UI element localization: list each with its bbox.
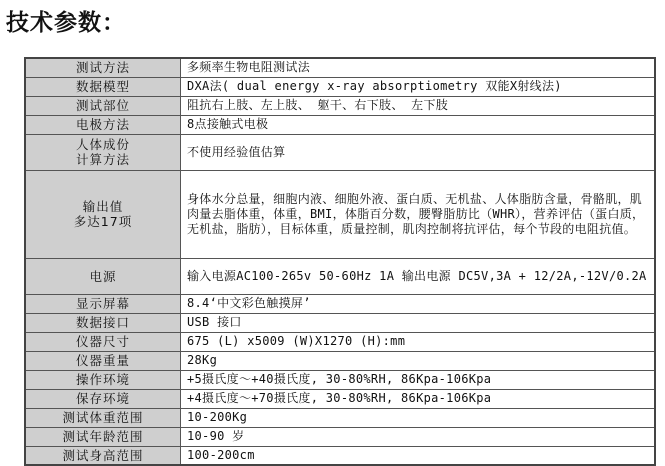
row-value: 8.4‘中文彩色触摸屏’ [181, 294, 656, 313]
row-value: 阻抗右上肢、左上肢、 躯干、右下肢、 左下肢 [181, 96, 656, 115]
table-row [25, 370, 655, 389]
table-row [25, 313, 655, 332]
row-label-line: 计算方法 [75, 152, 130, 167]
row-label-line: 人体成份 [75, 137, 130, 152]
row-value: 100-200cm [181, 446, 656, 465]
table-row [25, 408, 655, 427]
table-row [25, 134, 655, 170]
row-value: 8点接触式电极 [181, 115, 656, 134]
row-label: 仪器尺寸 [25, 332, 181, 351]
table-row [25, 258, 655, 294]
row-label-line: 多达17项 [73, 214, 133, 229]
table-row [25, 170, 655, 258]
table-row [25, 351, 655, 370]
row-label [25, 170, 181, 258]
row-label: 操作环境 [25, 370, 181, 389]
row-label: 数据接口 [25, 313, 181, 332]
table-row [25, 427, 655, 446]
page-title: 技术参数： [6, 10, 126, 36]
row-value: 身体水分总量，细胞内液、细胞外液、蛋白质、无机盐、人体脂肪含量，骨骼肌，肌肉量去脂体重，体重，BMI，体脂百分数，腰臀脂肪比（WHR），营养评估（蛋白质，无机盐，脂肪），目标体重，质量控制，肌肉控制将抗评估，每个节段的电阻抗值。 [181, 170, 656, 258]
row-label [25, 134, 181, 170]
row-label: 电源 [25, 258, 181, 294]
table-row [25, 389, 655, 408]
row-label: 显示屏幕 [25, 294, 181, 313]
row-label: 电极方法 [25, 115, 181, 134]
row-label: 数据模型 [25, 77, 181, 96]
row-label: 保存环境 [25, 389, 181, 408]
table-row [25, 332, 655, 351]
table-row [25, 115, 655, 134]
row-label: 测试方法 [25, 58, 181, 77]
row-label: 测试部位 [25, 96, 181, 115]
row-value: +4摄氏度～+70摄氏度, 30-80%RH, 86Kpa-106Kpa [181, 389, 656, 408]
table-row [25, 96, 655, 115]
table-row [25, 77, 655, 96]
row-label-line: 输出值 [82, 199, 124, 214]
row-value: 输入电源AC100-265v 50-60Hz 1A 输出电源 DC5V,3A + 12/2A,-12V/0.2A [181, 258, 656, 294]
row-value: +5摄氏度～+40摄氏度, 30-80%RH, 86Kpa-106Kpa [181, 370, 656, 389]
spec-table [24, 57, 656, 466]
table-row [25, 446, 655, 465]
table-row [25, 294, 655, 313]
row-label: 仪器重量 [25, 351, 181, 370]
row-label: 测试身高范围 [25, 446, 181, 465]
row-value: 28Kg [181, 351, 656, 370]
row-value: 不使用经验值估算 [181, 134, 656, 170]
row-value: 675 (L) x5009 (W)X1270 (H):mm [181, 332, 656, 351]
row-value: 10-200Kg [181, 408, 656, 427]
table-row [25, 58, 655, 77]
row-value: 多频率生物电阻测试法 [181, 58, 656, 77]
row-value: USB 接口 [181, 313, 656, 332]
row-label: 测试年龄范围 [25, 427, 181, 446]
row-label: 测试体重范围 [25, 408, 181, 427]
row-value: 10-90 岁 [181, 427, 656, 446]
row-value: DXA法( dual energy x-ray absorptiometry 双能X射线法) [181, 77, 656, 96]
